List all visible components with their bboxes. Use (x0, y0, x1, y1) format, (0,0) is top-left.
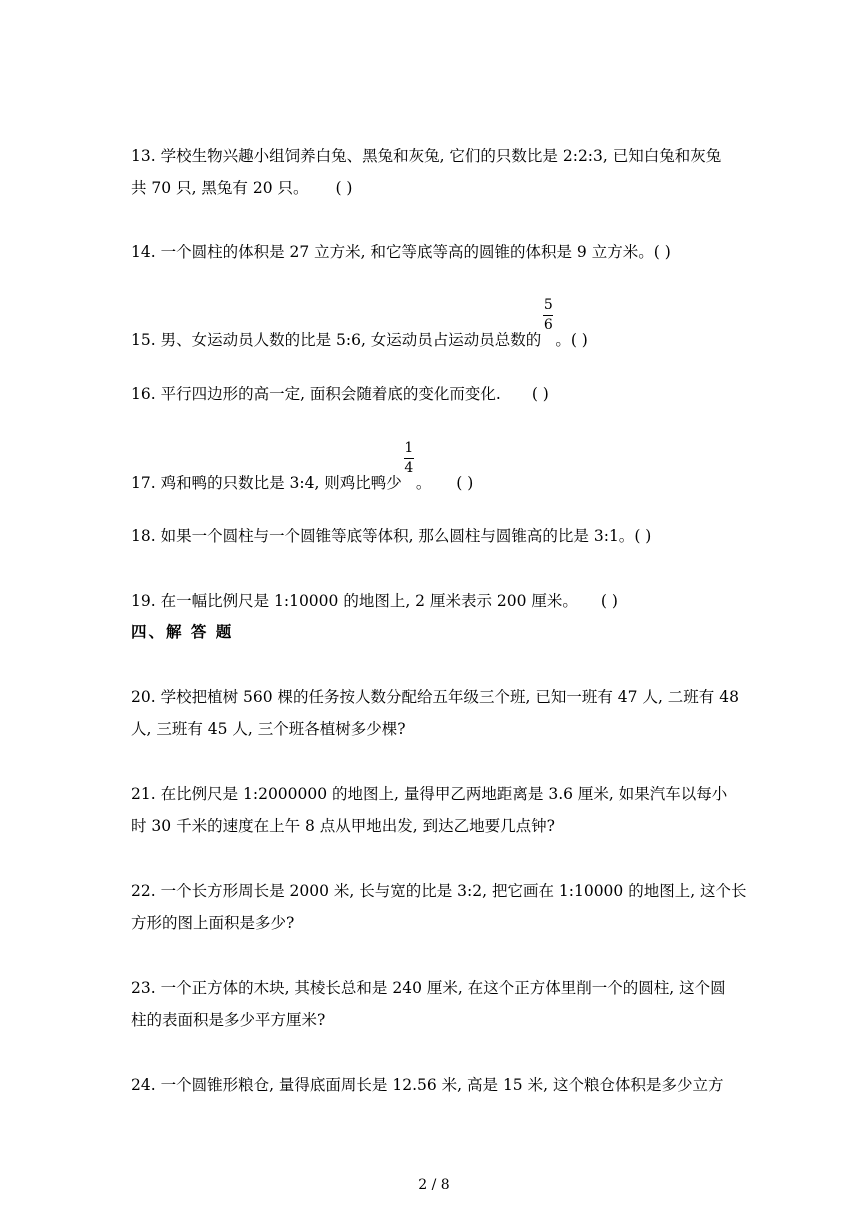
question-16 (131, 384, 549, 404)
question-17-period: 。 (415, 474, 432, 492)
question-15-text: 15. 男、女运动员人数的比是 5:6, 女运动员占运动员总数的 (131, 331, 542, 349)
fraction-bar (404, 458, 414, 459)
question-14-text: 14. 一个圆柱的体积是 27 立方米, 和它等底等高的圆锥的体积是 9 立方米。 (131, 243, 654, 261)
question-22-line-1: 22. 一个长方形周长是 2000 米, 长与宽的比是 3:2, 把它画在 1:10000 的地图上, 这个长 (131, 882, 747, 900)
fraction-numerator: 1 (404, 440, 414, 456)
question-23-line-2: 柱的表面积是多少平方厘米? (131, 1011, 326, 1029)
question-17-text: 17. 鸡和鸭的只数比是 3:4, 则鸡比鸭少 (131, 474, 402, 492)
question-15 (131, 297, 588, 350)
question-22-line-2: 方形的图上面积是多少? (131, 914, 295, 932)
question-13-line-1: 13. 学校生物兴趣小组饲养白兔、黑兔和灰兔, 它们的只数比是 2:2:3, 已知白兔和灰兔 (131, 147, 722, 165)
question-19 (131, 591, 618, 611)
fraction-numerator: 5 (543, 297, 553, 313)
question-21-line-1: 21. 在比例尺是 1:2000000 的地图上, 量得甲乙两地距离是 3.6 厘米, 如果汽车以每小 (131, 785, 728, 803)
section-heading-4: 四、解 答 题 (131, 622, 234, 641)
question-14 (131, 242, 671, 262)
question-20-line-2: 人, 三班有 45 人, 三个班各植树多少棵? (131, 720, 406, 738)
question-23-line-1: 23. 一个正方体的木块, 其棱长总和是 240 厘米, 在这个正方体里削一个的圆柱, 这个圆 (131, 979, 726, 997)
question-13-line-2 (131, 178, 352, 198)
question-19-text: 19. 在一幅比例尺是 1:10000 的地图上, 2 厘米表示 200 厘米。 (131, 592, 578, 610)
page-number: 2 / 8 (418, 1177, 450, 1193)
question-13-text: 共 70 只, 黑兔有 20 只。 (131, 179, 309, 197)
fraction-one-quarter (402, 440, 416, 488)
answer-blank-16[interactable]: ( ) (531, 385, 549, 403)
fraction-denominator: 4 (404, 460, 414, 476)
answer-blank-18[interactable]: ( ) (634, 527, 652, 545)
fraction-denominator: 6 (543, 317, 553, 333)
answer-blank-19[interactable]: ( ) (600, 592, 618, 610)
answer-blank-13[interactable]: ( ) (335, 179, 353, 197)
question-15-period: 。 (555, 331, 571, 349)
question-20-line-1: 20. 学校把植树 560 棵的任务按人数分配给五年级三个班, 已知一班有 47 人, 二班有 48 (131, 688, 739, 706)
question-21-line-2: 时 30 千米的速度在上午 8 点从甲地出发, 到达乙地要几点钟? (131, 817, 555, 835)
question-16-text: 16. 平行四边形的高一定, 面积会随着底的变化而变化. (131, 385, 501, 403)
question-18-text: 18. 如果一个圆柱与一个圆锥等底等体积, 那么圆柱与圆锥高的比是 3:1。 (131, 527, 635, 545)
question-18 (131, 526, 651, 546)
answer-blank-17[interactable]: ( ) (456, 474, 474, 492)
answer-blank-15[interactable]: ( ) (570, 331, 588, 349)
question-24-line-1: 24. 一个圆锥形粮仓, 量得底面周长是 12.56 米, 高是 15 米, 这个粮仓体积是多少立方 (131, 1076, 724, 1094)
question-17 (131, 440, 474, 493)
answer-blank-14[interactable]: ( ) (653, 243, 671, 261)
fraction-five-sixths (541, 297, 555, 345)
fraction-bar (543, 315, 553, 316)
